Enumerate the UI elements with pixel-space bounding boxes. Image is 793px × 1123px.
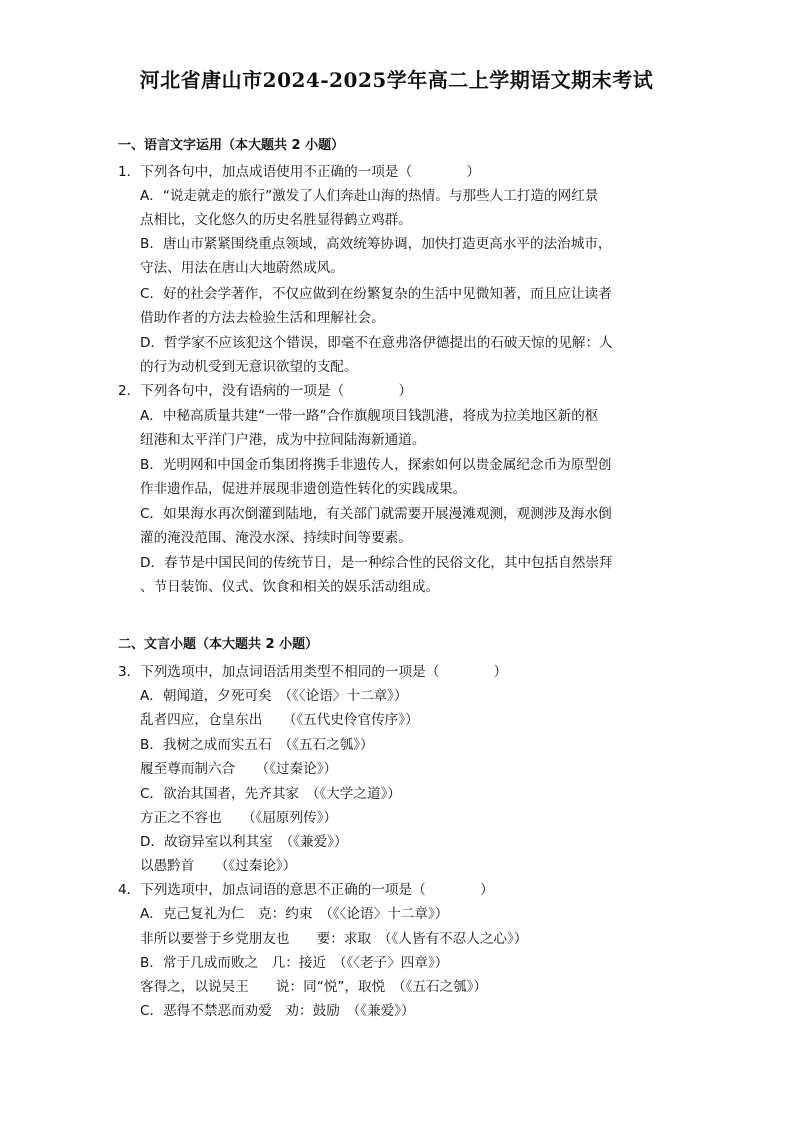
question-2-option-d: D．春节是中国民间的传统节日，是一种综合性的民俗文化，其中包括自然崇拜 xyxy=(140,555,613,571)
question-2-option-c-cont: 灌的淹没范围、淹没水深、持续时间等要素。 xyxy=(140,530,412,546)
section-heading-2: 二、文言小题（本大题共 2 小题） xyxy=(118,637,319,652)
question-1-stem: 1．下列各句中，加点成语使用不正确的一项是（ ） xyxy=(118,164,481,180)
question-3-option-c: C．欲治其国者，先齐其家 （《大学之道》） xyxy=(140,786,401,802)
question-4-option-a-cont: 非所以要誉于乡党朋友也 要：求取 （《人皆有不忍人之心》） xyxy=(140,931,528,947)
question-2-option-a-cont: 纽港和太平洋门户港，成为中拉间陆海新通道。 xyxy=(140,432,426,448)
section-heading-1: 一、语言文字运用（本大题共 2 小题） xyxy=(118,138,345,153)
question-1-option-c: C．好的社会学著作，不仅应做到在纷繁复杂的生活中见微知著，而且应让读者 xyxy=(140,286,612,302)
question-2-option-a: A．中秘高质量共建“一带一路”合作旗舰项目钱凯港，将成为拉美地区新的枢 xyxy=(140,408,599,424)
question-2-option-d-cont: 、节日装饰、仪式、饮食和相关的娱乐活动组成。 xyxy=(140,579,440,595)
question-3-option-c-cont: 方正之不容也 （《屈原列传》） xyxy=(140,810,338,826)
question-1-option-a: A．“说走就走的旅行”激发了人们奔赴山海的热情。与那些人工打造的网红景 xyxy=(140,188,599,204)
question-3-option-d-cont: 以愚黔首 （《过秦论》） xyxy=(140,858,297,874)
question-2-option-c: C．如果海水再次倒灌到陆地，有关部门就需要开展漫滩观测，观测涉及海水倒 xyxy=(140,506,612,522)
question-3-option-b: B．我树之成而实五石 （《五石之瓠》） xyxy=(140,737,374,753)
document-title: 河北省唐山市2024-2025学年高二上学期语文期末考试 xyxy=(139,68,654,92)
question-1-option-d: D．哲学家不应该犯这个错误，即毫不在意弗洛伊德提出的石破天惊的见解：人 xyxy=(140,335,613,351)
question-3-stem: 3．下列选项中，加点词语活用类型不相同的一项是（ ） xyxy=(118,664,508,680)
question-4-stem: 4．下列选项中，加点词语的意思不正确的一项是（ ） xyxy=(118,882,494,898)
question-4-option-a: A．克己复礼为仁 克：约束 （《〈论语〉十二章》） xyxy=(140,906,449,922)
question-3-option-b-cont: 履至尊而制六合 （《过秦论》） xyxy=(140,761,338,777)
question-1-option-c-cont: 借助作者的方法去检验生活和理解社会。 xyxy=(140,310,385,326)
question-4-option-b: B．常于几成而败之 几：接近 （《〈老子〉四章》） xyxy=(140,955,449,971)
question-1-option-a-cont: 点相比，文化悠久的历史名胜显得鹤立鸡群。 xyxy=(140,212,412,228)
question-3-option-a: A．朝闻道，夕死可矣 （《〈论语〉十二章》） xyxy=(140,688,408,704)
question-3-option-d: D．故窃异室以利其室 （《兼爱》） xyxy=(140,834,348,850)
question-4-option-b-cont: 客得之，以说吴王 说：同“悦”，取悦 （《五石之瓠》） xyxy=(140,979,488,995)
question-4-option-c: C．恶得不禁恶而劝爱 劝：鼓励 （《兼爱》） xyxy=(140,1003,415,1019)
question-1-option-b-cont: 守法、用法在唐山大地蔚然成风。 xyxy=(140,260,344,276)
question-1-option-b: B．唐山市紧紧围绕重点领域，高效统筹协调，加快打造更高水平的法治城市， xyxy=(140,236,612,252)
question-2-option-b: B．光明网和中国金币集团将携手非遗传人，探索如何以贵金属纪念币为原型创 xyxy=(140,457,612,473)
question-2-stem: 2．下列各句中，没有语病的一项是（ ） xyxy=(118,383,413,399)
question-3-option-a-cont: 乱者四应，仓皇东出 （《五代史伶官传序》） xyxy=(140,712,419,728)
question-2-option-b-cont: 作非遗作品，促进并展现非遗创造性转化的实践成果。 xyxy=(140,481,467,497)
question-1-option-d-cont: 的行为动机受到无意识欲望的支配。 xyxy=(140,359,358,375)
